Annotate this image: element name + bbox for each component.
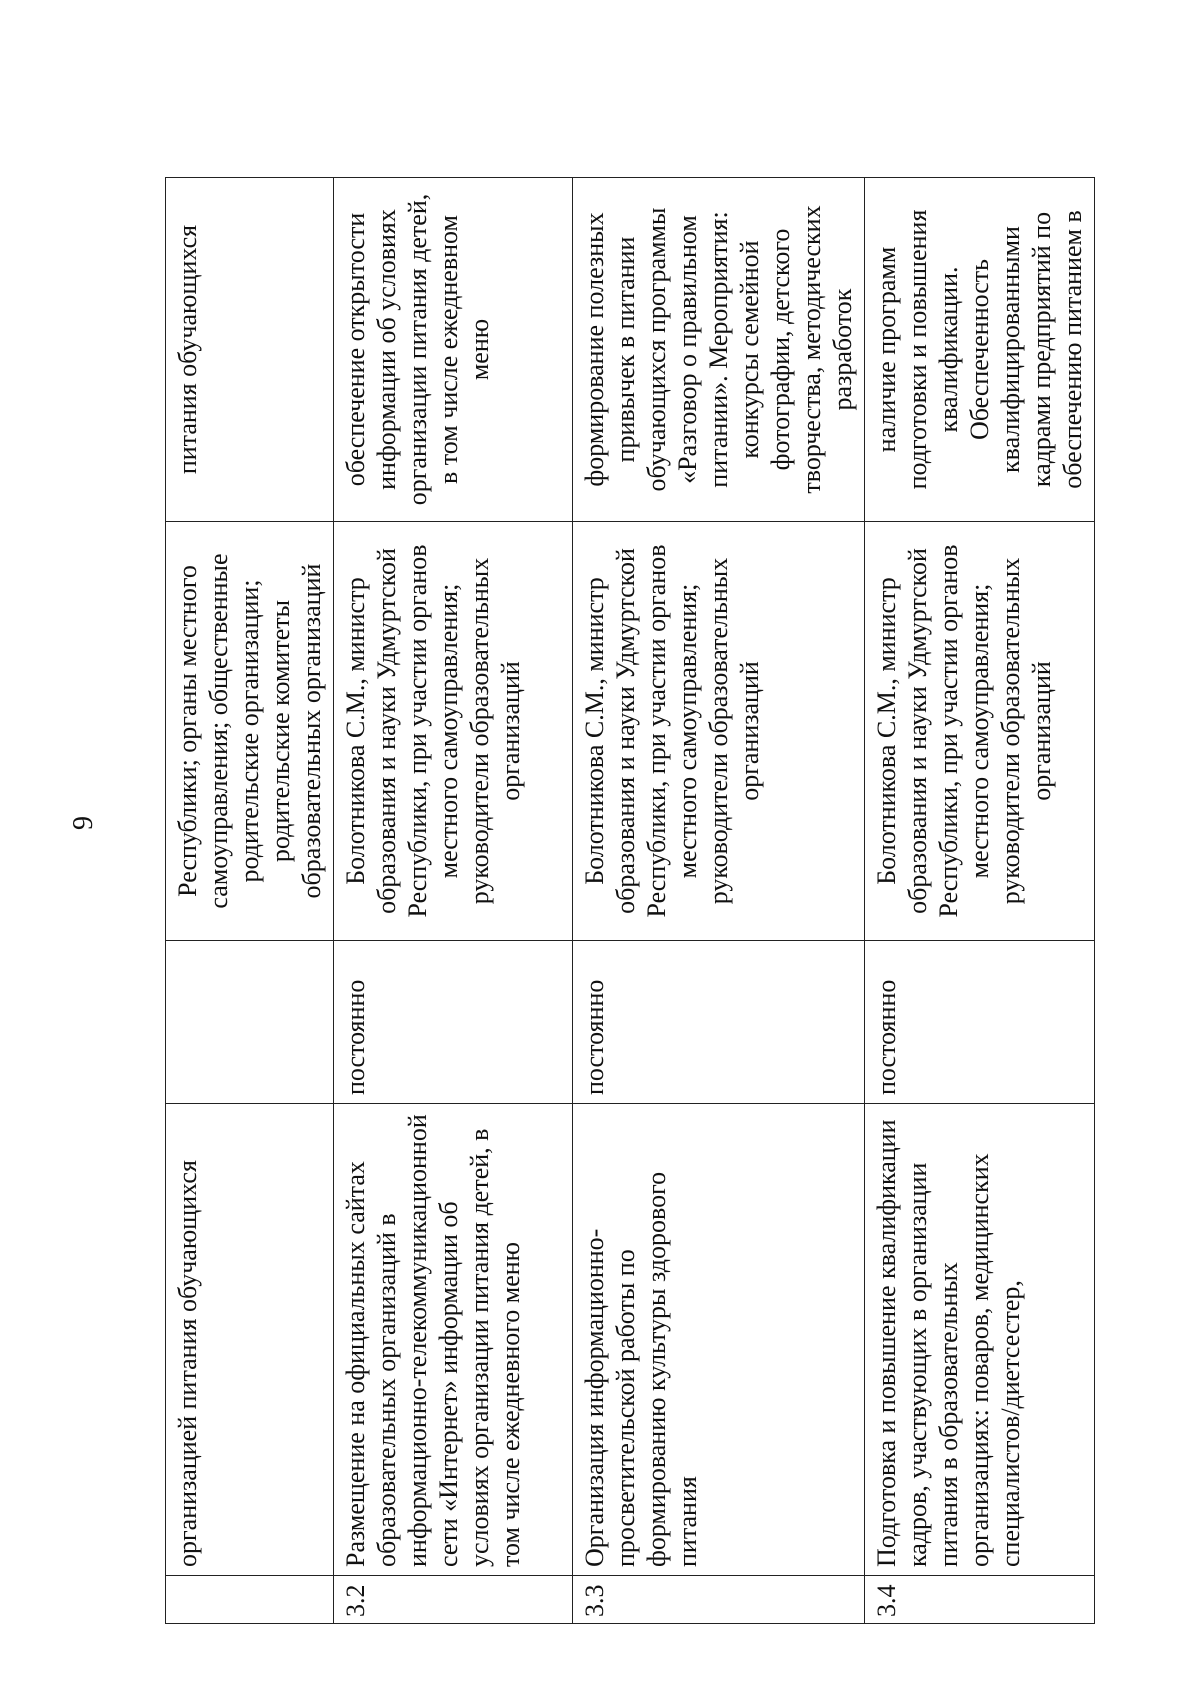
table-row	[166, 178, 334, 1624]
executors-cell: Болотникова С.М., министр образования и науки Удмуртской Республики, при участии органов местного самоуправления; руководители образовательных организаций	[573, 522, 865, 941]
term-cell: постоянно	[865, 941, 1095, 1104]
activity-cell: Размещение на официальных сайтах образовательных организаций в информационно-телекоммуникационной сети «Интернет» информации об условиях организации питания детей, в том числе ежедневного меню	[334, 1104, 573, 1576]
table-row	[334, 178, 573, 1624]
term-cell	[166, 941, 334, 1104]
activity-cell: организацией питания обучающихся	[166, 1104, 334, 1576]
row-number	[166, 1576, 334, 1624]
row-number: 3.2	[334, 1576, 573, 1624]
table-row	[573, 178, 865, 1624]
page-number: 9	[68, 816, 99, 830]
activity-cell: Организация информационно-просветительской работы по формированию культуры здорового питания	[573, 1104, 865, 1576]
result-cell: формирование полезных привычек в питании обучающихся программы «Разговор о правильном питании». Мероприятия: конкурсы семейной фотографии, детского творчества, методических разработок	[573, 178, 865, 522]
term-cell: постоянно	[334, 941, 573, 1104]
term-cell: постоянно	[573, 941, 865, 1104]
result-cell: наличие программ подготовки и повышения квалификации. Обеспеченность квалифицированными кадрами предприятий по обеспечению питанием в	[865, 178, 1095, 522]
executors-cell: Республики; органы местного самоуправления; общественные родительские организации; родительские комитеты образовательных организаций	[166, 522, 334, 941]
executors-cell: Болотникова С.М., министр образования и науки Удмуртской Республики, при участии органов местного самоуправления; руководители образовательных организаций	[865, 522, 1095, 941]
action-plan-table	[165, 177, 1095, 1624]
result-cell: питания обучающихся	[166, 178, 334, 522]
table-row	[865, 178, 1095, 1624]
result-cell: обеспечение открытости информации об условиях организации питания детей, в том числе ежедневном меню	[334, 178, 573, 522]
row-number: 3.4	[865, 1576, 1095, 1624]
executors-cell: Болотникова С.М., министр образования и науки Удмуртской Республики, при участии органов местного самоуправления; руководители образовательных организаций	[334, 522, 573, 941]
row-number: 3.3	[573, 1576, 865, 1624]
activity-cell: Подготовка и повышение квалификации кадров, участвующих в организации питания в образовательных организациях: поваров, медицинских специалистов/диетсестер,	[865, 1104, 1095, 1576]
